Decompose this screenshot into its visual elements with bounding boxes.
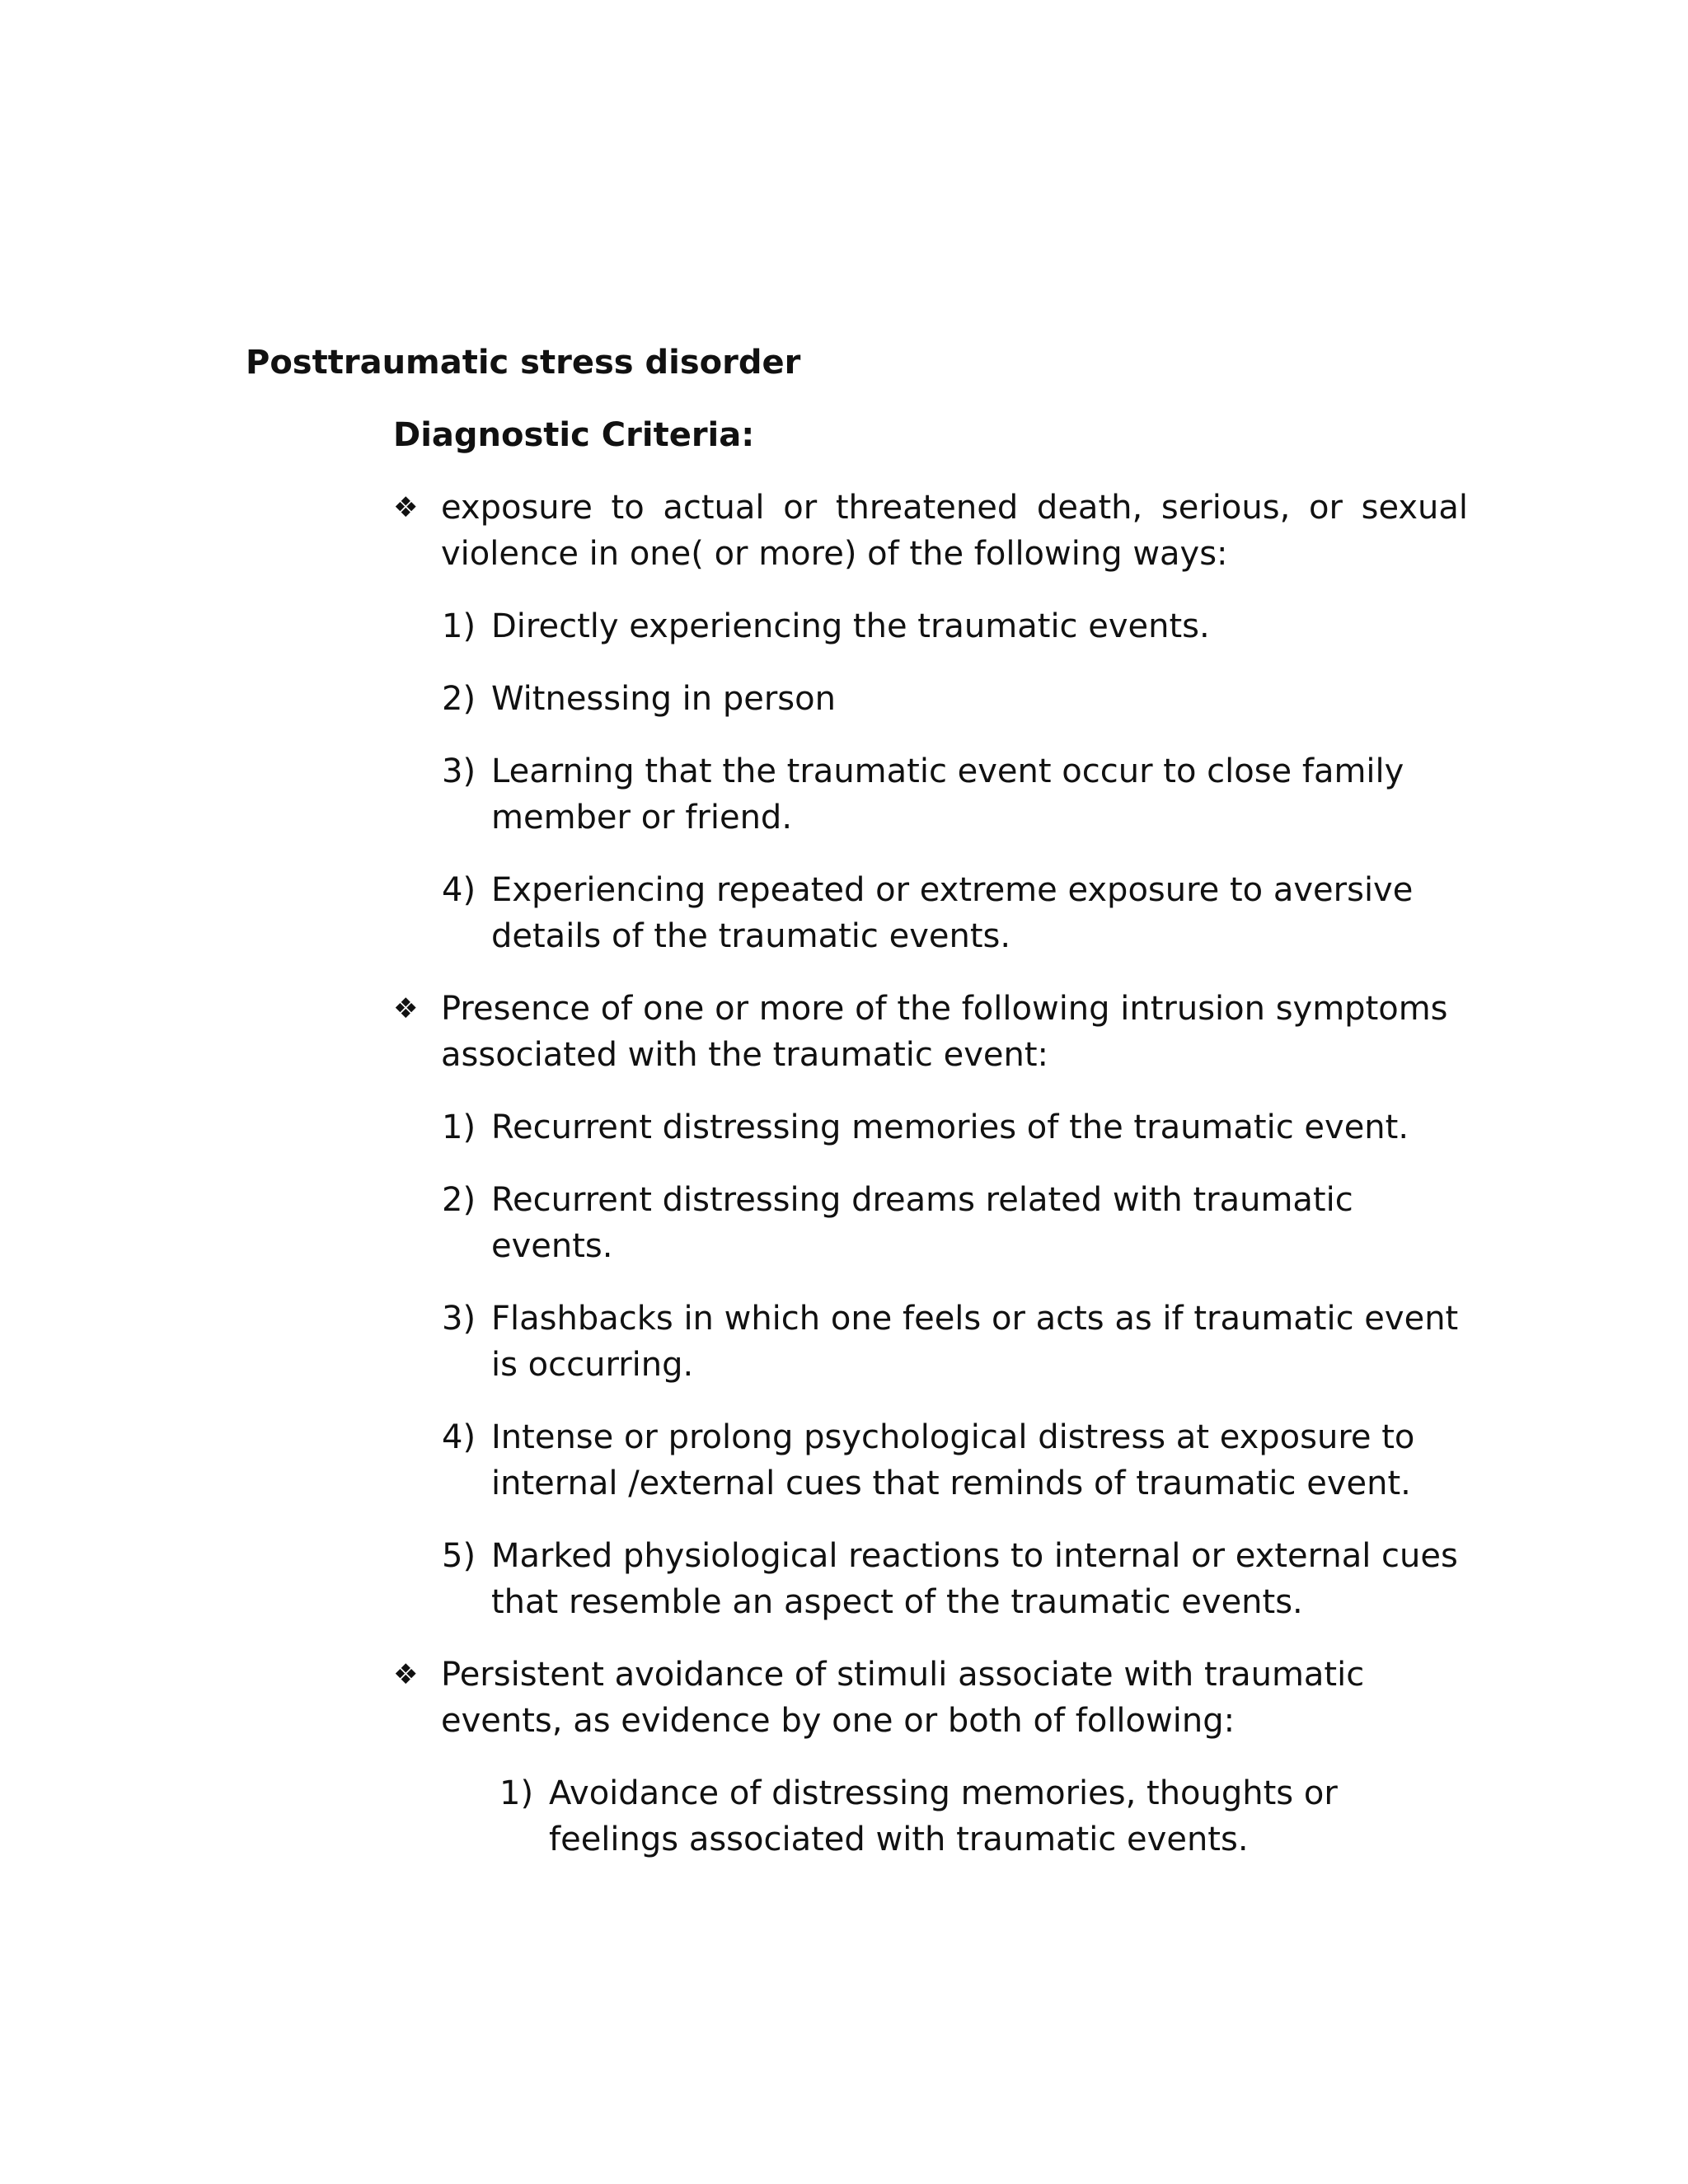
item-text: Flashbacks in which one feels or acts as if traumatic event is occurring. (491, 1300, 1459, 1384)
document-title: Posttraumatic stress disorder (246, 344, 801, 382)
item-text: Recurrent distressing memories of the traumatic event. (491, 1108, 1409, 1146)
item-text: Recurrent distressing dreams related with traumatic events. (491, 1181, 1353, 1265)
item-number: 3) (442, 752, 476, 790)
diamond-bullet-icon: ❖ (393, 992, 419, 1025)
criterion-text: Presence of one or more of the following intrusion symptoms associated with the traumatic event: (441, 990, 1448, 1074)
list-item (442, 1177, 1468, 1269)
list-item (442, 603, 1468, 649)
list-item (442, 748, 1468, 841)
criterion-bullet (393, 1652, 1468, 1744)
list-item (442, 1414, 1468, 1507)
diamond-bullet-icon: ❖ (393, 1658, 419, 1691)
list-item (442, 1296, 1468, 1388)
criterion-text: Persistent avoidance of stimuli associate with traumatic events, as evidence by one or both of following: (441, 1656, 1365, 1740)
item-number: 4) (442, 871, 476, 909)
list-item (499, 1770, 1477, 1863)
item-number: 1) (442, 1108, 476, 1146)
diamond-bullet-icon: ❖ (393, 491, 419, 524)
list-item (442, 1533, 1468, 1625)
item-text: Intense or prolong psychological distress at exposure to internal /external cues that reminds of traumatic event. (491, 1418, 1415, 1502)
item-number: 1) (499, 1774, 534, 1812)
item-number: 2) (442, 1181, 476, 1219)
criterion-bullet (393, 485, 1468, 577)
list-item (442, 676, 1468, 722)
item-text: Experiencing repeated or extreme exposure to aversive details of the traumatic events. (491, 871, 1414, 955)
list-item (442, 867, 1468, 959)
item-number: 3) (442, 1300, 476, 1338)
criterion-text: exposure to actual or threatened death, serious, or sexual violence in one( or more) of the following ways: (441, 489, 1468, 573)
item-number: 2) (442, 680, 476, 718)
criterion-bullet (393, 986, 1468, 1078)
item-text: Learning that the traumatic event occur to close family member or friend. (491, 752, 1404, 837)
item-text: Witnessing in person (491, 680, 836, 718)
item-text: Avoidance of distressing memories, thoughts or feelings associated with traumatic events. (549, 1774, 1338, 1858)
item-text: Directly experiencing the traumatic events. (491, 607, 1210, 645)
list-item (442, 1104, 1468, 1151)
item-number: 4) (442, 1418, 476, 1456)
item-text: Marked physiological reactions to internal or external cues that resemble an aspect of the traumatic events. (491, 1537, 1458, 1621)
item-number: 1) (442, 607, 476, 645)
item-number: 5) (442, 1537, 476, 1575)
section-heading: Diagnostic Criteria: (393, 416, 755, 454)
